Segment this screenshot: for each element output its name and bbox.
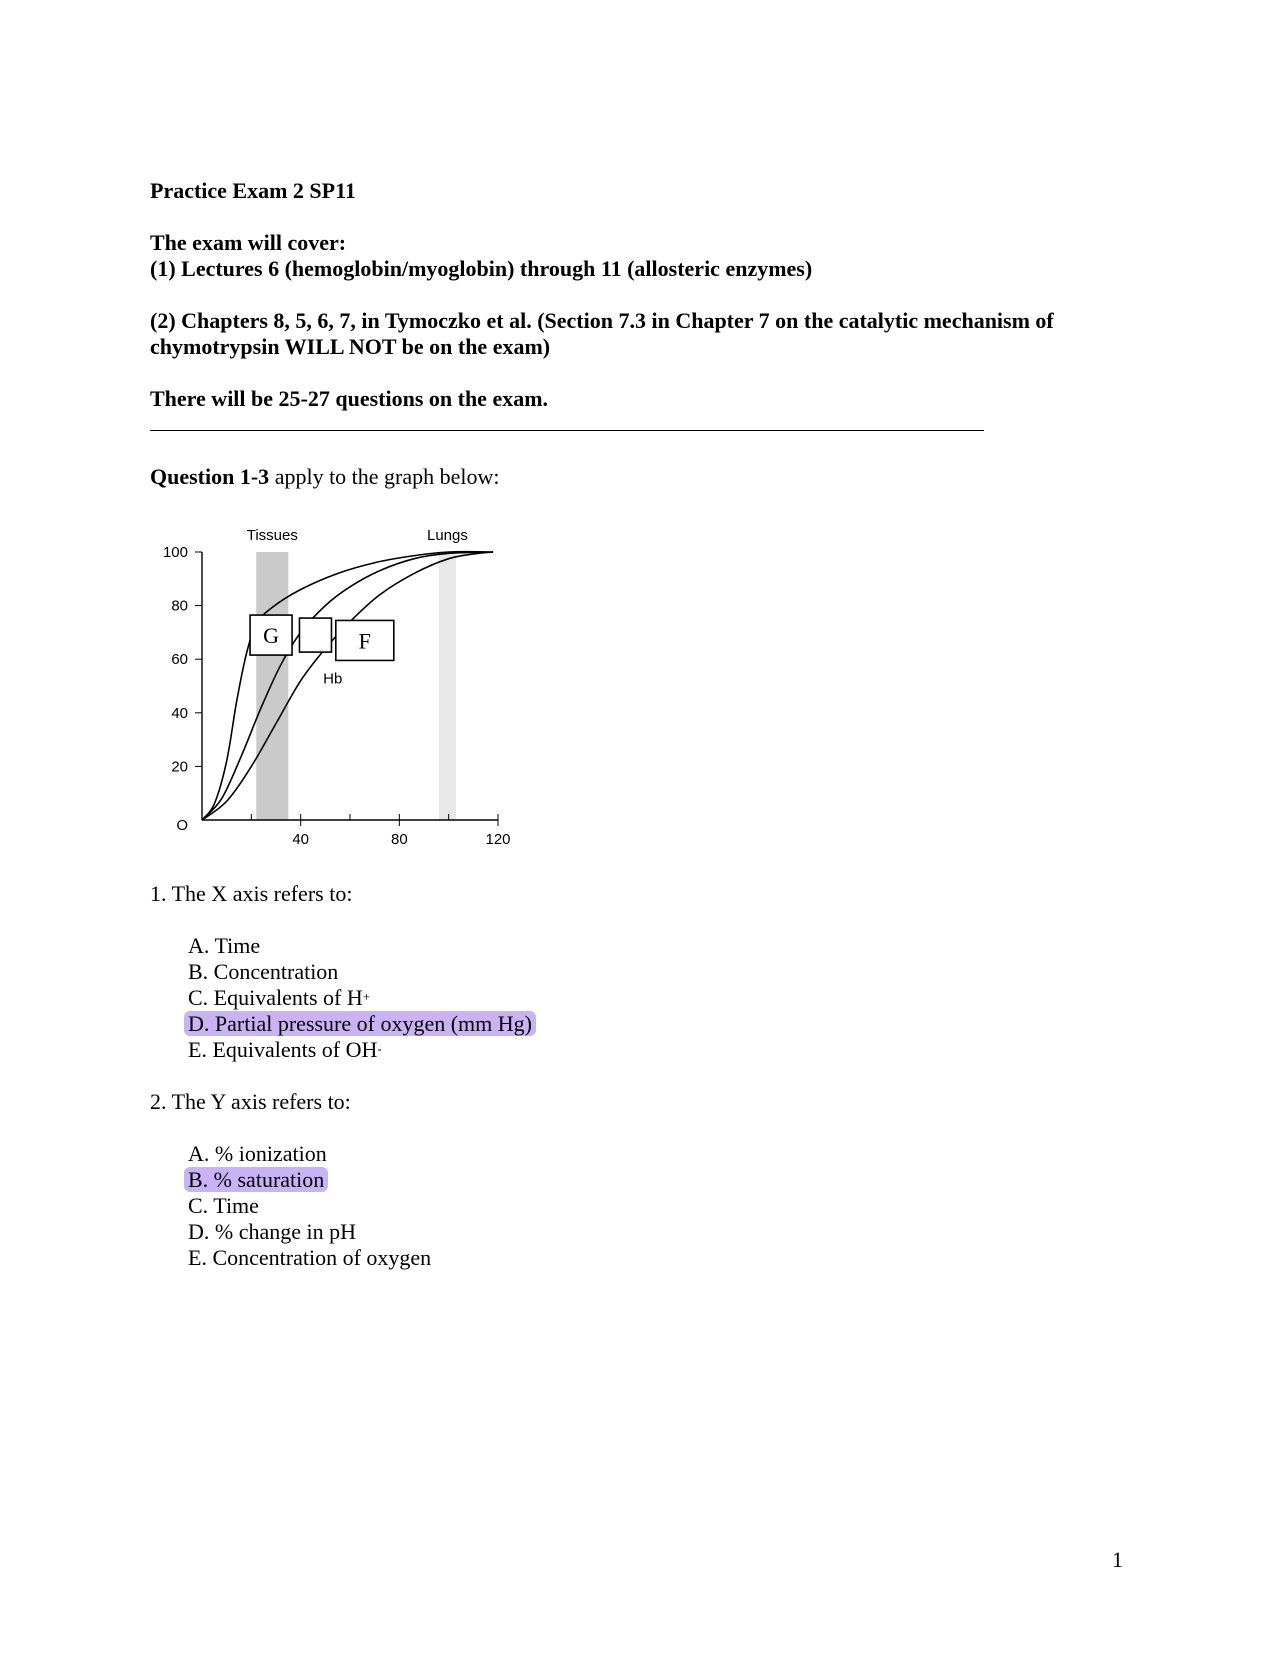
option-text: C. Time — [188, 1193, 259, 1218]
region-band-lungs — [439, 552, 456, 820]
question-1-stem: 1. The X axis refers to: — [150, 881, 353, 906]
annotation-box-label: F — [358, 628, 371, 654]
option-superscript: - — [377, 1041, 382, 1056]
oxygen-binding-chart — [148, 520, 518, 850]
y-tick-label: 80 — [171, 597, 188, 615]
y-tick-label: O — [176, 817, 188, 834]
option-text: E. Concentration of oxygen — [188, 1245, 432, 1270]
region-band-tissues — [256, 552, 288, 820]
graph-intro-bold: Question 1-3 — [150, 464, 270, 489]
cover-item-2-line2: chymotrypsin WILL NOT be on the exam) — [150, 334, 551, 359]
page-number: 1 — [1112, 1547, 1123, 1572]
curve-label: Hb — [323, 670, 343, 688]
option-text: B. Concentration — [188, 959, 339, 984]
cover-item-2-line1: (2) Chapters 8, 5, 6, 7, in Tymoczko et al. (Section 7.3 in Chapter 7 on the catalytic mechanism of — [150, 308, 1054, 333]
graph-intro — [150, 464, 500, 490]
question-1-option-a[interactable] — [188, 933, 260, 959]
question-2-option-b[interactable] — [188, 1167, 328, 1193]
x-tick-label: 40 — [292, 831, 310, 848]
y-tick-label: 100 — [162, 544, 188, 561]
question-1-option-b[interactable] — [188, 959, 338, 985]
cover-item-1: (1) Lectures 6 (hemoglobin/myoglobin) through 11 (allosteric enzymes) — [150, 256, 813, 281]
option-text: E. Equivalents of OH — [188, 1037, 378, 1062]
question-2-option-e[interactable] — [188, 1245, 431, 1271]
annotation-box-label: G — [263, 623, 280, 649]
option-text: A. % ionization — [188, 1141, 327, 1166]
option-text-highlighted: D. Partial pressure of oxygen (mm Hg) — [184, 1011, 536, 1036]
option-text: C. Equivalents of H — [188, 985, 363, 1010]
cover-heading: The exam will cover: — [150, 230, 347, 255]
x-tick-label: 120 — [485, 831, 511, 848]
question-2-option-d[interactable] — [188, 1219, 356, 1245]
page-title: Practice Exam 2 SP11 — [150, 178, 356, 203]
question-count: There will be 25-27 questions on the exam. — [150, 386, 549, 411]
y-tick-label: 60 — [171, 651, 188, 669]
separator-rule — [150, 430, 984, 431]
y-tick-label: 20 — [171, 758, 188, 776]
question-1-option-e[interactable] — [188, 1037, 382, 1063]
x-tick-label: 80 — [390, 831, 408, 848]
option-text-highlighted: B. % saturation — [184, 1167, 328, 1192]
region-label-lungs: Lungs — [426, 527, 468, 544]
chart-regions — [247, 527, 468, 820]
question-2-option-c[interactable] — [188, 1193, 259, 1219]
annotation-box — [299, 618, 331, 652]
question-1-option-c[interactable] — [188, 985, 370, 1011]
region-label-tissues: Tissues — [246, 527, 298, 544]
question-2-stem: 2. The Y axis refers to: — [150, 1089, 351, 1114]
option-text: A. Time — [188, 933, 261, 958]
question-1-option-d[interactable] — [188, 1011, 536, 1037]
y-tick-label: 40 — [171, 704, 188, 722]
option-superscript: + — [362, 989, 371, 1004]
graph-intro-rest: apply to the graph below: — [269, 464, 500, 489]
question-2-option-a[interactable] — [188, 1141, 327, 1167]
option-text: D. % change in pH — [188, 1219, 357, 1244]
